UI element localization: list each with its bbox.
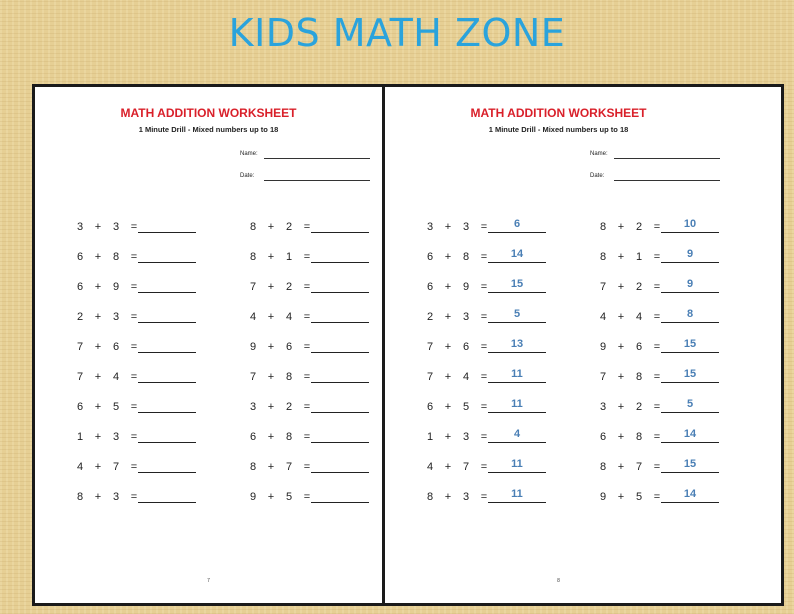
plus-sign: + [617, 461, 625, 473]
addition-problem [598, 308, 758, 328]
answer-line [661, 322, 719, 323]
addition-problem [248, 338, 408, 358]
worksheet-title: MATH ADDITION WORKSHEET [120, 106, 297, 120]
first-addend: 3 [599, 401, 607, 413]
answer-value: 15 [510, 278, 524, 290]
answer-line [488, 262, 546, 263]
second-addend: 8 [112, 251, 120, 263]
second-addend: 5 [112, 401, 120, 413]
addition-problem [598, 248, 758, 268]
answer-value: 14 [510, 248, 524, 260]
first-addend: 2 [426, 311, 434, 323]
name-line [264, 158, 370, 159]
addition-problem [598, 458, 758, 478]
second-addend: 6 [635, 341, 643, 353]
first-addend: 4 [426, 461, 434, 473]
second-addend: 2 [635, 281, 643, 293]
answer-line [488, 292, 546, 293]
plus-sign: + [267, 491, 275, 503]
first-addend: 6 [426, 251, 434, 263]
plus-sign: + [444, 371, 452, 383]
answer-line [311, 292, 369, 293]
answer-value: 6 [513, 218, 521, 230]
plus-sign: + [267, 311, 275, 323]
answer-line [488, 412, 546, 413]
equals-sign: = [480, 491, 488, 503]
answer-line [488, 382, 546, 383]
second-addend: 5 [462, 401, 470, 413]
equals-sign: = [480, 251, 488, 263]
second-addend: 3 [112, 311, 120, 323]
addition-problem [598, 218, 758, 238]
plus-sign: + [94, 311, 102, 323]
equals-sign: = [303, 371, 311, 383]
first-addend: 2 [76, 311, 84, 323]
first-addend: 9 [599, 341, 607, 353]
second-addend: 2 [285, 221, 293, 233]
second-addend: 5 [635, 491, 643, 503]
plus-sign: + [444, 251, 452, 263]
answer-line [138, 442, 196, 443]
plus-sign: + [267, 401, 275, 413]
plus-sign: + [267, 341, 275, 353]
equals-sign: = [303, 491, 311, 503]
answer-line [311, 262, 369, 263]
equals-sign: = [130, 281, 138, 293]
answer-value: 4 [513, 428, 521, 440]
second-addend: 5 [285, 491, 293, 503]
addition-problem [425, 218, 585, 238]
first-addend: 8 [599, 221, 607, 233]
addition-problem [75, 428, 235, 448]
answer-value: 9 [686, 278, 694, 290]
plus-sign: + [267, 251, 275, 263]
plus-sign: + [94, 491, 102, 503]
answer-line [138, 292, 196, 293]
second-addend: 4 [285, 311, 293, 323]
second-addend: 3 [112, 221, 120, 233]
second-addend: 2 [635, 401, 643, 413]
first-addend: 3 [426, 221, 434, 233]
addition-problem [248, 308, 408, 328]
plus-sign: + [617, 431, 625, 443]
answer-line [661, 502, 719, 503]
equals-sign: = [130, 431, 138, 443]
first-addend: 3 [76, 221, 84, 233]
plus-sign: + [444, 491, 452, 503]
answer-value: 11 [511, 488, 523, 500]
first-addend: 8 [599, 461, 607, 473]
date-label: Date: [240, 173, 255, 179]
worksheet-subtitle: 1 Minute Drill - Mixed numbers up to 18 [488, 125, 629, 134]
equals-sign: = [303, 341, 311, 353]
plus-sign: + [444, 431, 452, 443]
second-addend: 4 [462, 371, 470, 383]
answer-value: 15 [683, 368, 697, 380]
worksheet-spread [32, 84, 784, 606]
plus-sign: + [267, 431, 275, 443]
addition-problem [425, 428, 585, 448]
equals-sign: = [480, 431, 488, 443]
plus-sign: + [94, 461, 102, 473]
equals-sign: = [130, 491, 138, 503]
answer-line [138, 262, 196, 263]
page-content [385, 87, 732, 603]
plus-sign: + [444, 281, 452, 293]
equals-sign: = [653, 461, 661, 473]
addition-problem [75, 308, 235, 328]
first-addend: 7 [599, 371, 607, 383]
second-addend: 6 [462, 341, 470, 353]
name-field [240, 151, 370, 163]
first-addend: 6 [249, 431, 257, 443]
plus-sign: + [94, 341, 102, 353]
plus-sign: + [94, 431, 102, 443]
first-addend: 7 [426, 371, 434, 383]
first-addend: 9 [249, 491, 257, 503]
addition-problem [248, 428, 408, 448]
plus-sign: + [444, 401, 452, 413]
first-addend: 7 [426, 341, 434, 353]
equals-sign: = [303, 221, 311, 233]
equals-sign: = [480, 221, 488, 233]
first-addend: 1 [426, 431, 434, 443]
plus-sign: + [617, 311, 625, 323]
answer-line [138, 232, 196, 233]
addition-problem [425, 398, 585, 418]
worksheet-page-answers [385, 87, 781, 603]
name-line [614, 158, 720, 159]
answer-line [488, 472, 546, 473]
answer-line [488, 442, 546, 443]
answer-line [138, 472, 196, 473]
equals-sign: = [653, 431, 661, 443]
first-addend: 6 [76, 401, 84, 413]
date-label: Date: [590, 173, 605, 179]
equals-sign: = [480, 311, 488, 323]
addition-problem [248, 248, 408, 268]
second-addend: 3 [462, 431, 470, 443]
first-addend: 6 [426, 401, 434, 413]
answer-line [661, 442, 719, 443]
date-field [590, 173, 720, 185]
equals-sign: = [480, 281, 488, 293]
addition-problem [598, 278, 758, 298]
first-addend: 9 [599, 491, 607, 503]
answer-line [311, 382, 369, 383]
plus-sign: + [617, 401, 625, 413]
answer-line [661, 292, 719, 293]
plus-sign: + [267, 371, 275, 383]
addition-problem [75, 458, 235, 478]
answer-line [661, 232, 719, 233]
answer-line [138, 412, 196, 413]
second-addend: 9 [112, 281, 120, 293]
answer-line [661, 472, 719, 473]
plus-sign: + [267, 461, 275, 473]
addition-problem [75, 488, 235, 508]
plus-sign: + [617, 491, 625, 503]
equals-sign: = [480, 341, 488, 353]
first-addend: 8 [599, 251, 607, 263]
first-addend: 7 [76, 371, 84, 383]
first-addend: 7 [249, 281, 257, 293]
plus-sign: + [267, 221, 275, 233]
first-addend: 3 [249, 401, 257, 413]
equals-sign: = [303, 401, 311, 413]
worksheet-subtitle: 1 Minute Drill - Mixed numbers up to 18 [138, 125, 279, 134]
second-addend: 6 [285, 341, 293, 353]
plus-sign: + [444, 461, 452, 473]
second-addend: 8 [462, 251, 470, 263]
worksheet-page-blank [35, 87, 382, 603]
answer-line [311, 472, 369, 473]
answer-value: 15 [683, 338, 697, 350]
second-addend: 1 [285, 251, 293, 263]
equals-sign: = [130, 461, 138, 473]
plus-sign: + [94, 401, 102, 413]
addition-problem [248, 398, 408, 418]
addition-problem [248, 218, 408, 238]
first-addend: 8 [249, 221, 257, 233]
addition-problem [425, 308, 585, 328]
worksheet-title: MATH ADDITION WORKSHEET [470, 106, 647, 120]
answer-line [488, 232, 546, 233]
second-addend: 8 [285, 371, 293, 383]
second-addend: 2 [635, 221, 643, 233]
equals-sign: = [303, 311, 311, 323]
answer-line [311, 502, 369, 503]
second-addend: 7 [635, 461, 643, 473]
answer-line [311, 232, 369, 233]
equals-sign: = [653, 221, 661, 233]
addition-problem [425, 278, 585, 298]
page-number: 7 [207, 578, 210, 584]
addition-problem [75, 398, 235, 418]
plus-sign: + [94, 281, 102, 293]
addition-problem [598, 338, 758, 358]
equals-sign: = [303, 431, 311, 443]
answer-value: 11 [511, 398, 523, 410]
page-number: 8 [557, 578, 560, 584]
plus-sign: + [94, 251, 102, 263]
addition-problem [598, 428, 758, 448]
equals-sign: = [653, 401, 661, 413]
first-addend: 6 [599, 431, 607, 443]
answer-line [488, 502, 546, 503]
second-addend: 8 [635, 371, 643, 383]
second-addend: 9 [462, 281, 470, 293]
answer-line [661, 382, 719, 383]
equals-sign: = [480, 401, 488, 413]
second-addend: 8 [285, 431, 293, 443]
second-addend: 3 [112, 431, 120, 443]
second-addend: 3 [462, 311, 470, 323]
answer-line [661, 262, 719, 263]
equals-sign: = [303, 461, 311, 473]
equals-sign: = [653, 281, 661, 293]
answer-value: 15 [683, 458, 697, 470]
first-addend: 7 [76, 341, 84, 353]
second-addend: 7 [462, 461, 470, 473]
addition-problem [425, 488, 585, 508]
equals-sign: = [480, 371, 488, 383]
second-addend: 1 [635, 251, 643, 263]
answer-line [661, 352, 719, 353]
first-addend: 6 [426, 281, 434, 293]
date-line [264, 180, 370, 181]
second-addend: 4 [112, 371, 120, 383]
equals-sign: = [653, 371, 661, 383]
answer-value: 14 [683, 488, 697, 500]
first-addend: 8 [76, 491, 84, 503]
addition-problem [75, 248, 235, 268]
first-addend: 4 [249, 311, 257, 323]
addition-problem [598, 398, 758, 418]
answer-value: 5 [686, 398, 694, 410]
first-addend: 7 [249, 371, 257, 383]
second-addend: 3 [462, 221, 470, 233]
answer-line [138, 502, 196, 503]
first-addend: 8 [249, 461, 257, 473]
answer-value: 11 [511, 458, 523, 470]
answer-line [488, 352, 546, 353]
first-addend: 1 [76, 431, 84, 443]
addition-problem [425, 368, 585, 388]
plus-sign: + [94, 221, 102, 233]
name-label: Name: [240, 151, 258, 157]
answer-value: 10 [683, 218, 697, 230]
name-label: Name: [590, 151, 608, 157]
date-field [240, 173, 370, 185]
second-addend: 4 [635, 311, 643, 323]
addition-problem [598, 488, 758, 508]
equals-sign: = [653, 491, 661, 503]
plus-sign: + [617, 281, 625, 293]
name-field [590, 151, 720, 163]
first-addend: 8 [426, 491, 434, 503]
equals-sign: = [130, 221, 138, 233]
answer-value: 9 [686, 248, 694, 260]
plus-sign: + [617, 221, 625, 233]
second-addend: 6 [112, 341, 120, 353]
equals-sign: = [303, 281, 311, 293]
answer-value: 8 [686, 308, 694, 320]
equals-sign: = [480, 461, 488, 473]
answer-line [311, 352, 369, 353]
addition-problem [248, 488, 408, 508]
addition-problem [75, 368, 235, 388]
answer-line [311, 412, 369, 413]
equals-sign: = [130, 341, 138, 353]
addition-problem [425, 458, 585, 478]
plus-sign: + [444, 341, 452, 353]
plus-sign: + [617, 341, 625, 353]
plus-sign: + [444, 221, 452, 233]
first-addend: 7 [599, 281, 607, 293]
addition-problem [598, 368, 758, 388]
second-addend: 2 [285, 401, 293, 413]
addition-problem [425, 248, 585, 268]
answer-line [138, 322, 196, 323]
addition-problem [75, 218, 235, 238]
addition-problem [248, 458, 408, 478]
equals-sign: = [130, 371, 138, 383]
answer-line [138, 382, 196, 383]
site-title: KIDS MATH ZONE [228, 11, 566, 55]
second-addend: 7 [112, 461, 120, 473]
answer-line [138, 352, 196, 353]
answer-value: 5 [513, 308, 521, 320]
answer-value: 11 [511, 368, 523, 380]
equals-sign: = [130, 401, 138, 413]
second-addend: 8 [635, 431, 643, 443]
answer-line [488, 322, 546, 323]
first-addend: 8 [249, 251, 257, 263]
first-addend: 6 [76, 251, 84, 263]
equals-sign: = [653, 251, 661, 263]
second-addend: 3 [112, 491, 120, 503]
equals-sign: = [303, 251, 311, 263]
first-addend: 4 [76, 461, 84, 473]
answer-value: 14 [683, 428, 697, 440]
addition-problem [75, 338, 235, 358]
page-content [35, 87, 382, 603]
answer-line [311, 442, 369, 443]
first-addend: 4 [599, 311, 607, 323]
first-addend: 9 [249, 341, 257, 353]
plus-sign: + [267, 281, 275, 293]
second-addend: 2 [285, 281, 293, 293]
answer-value: 13 [510, 338, 524, 350]
answer-line [661, 412, 719, 413]
equals-sign: = [653, 341, 661, 353]
addition-problem [75, 278, 235, 298]
addition-problem [248, 368, 408, 388]
date-line [614, 180, 720, 181]
addition-problem [248, 278, 408, 298]
equals-sign: = [130, 311, 138, 323]
equals-sign: = [130, 251, 138, 263]
plus-sign: + [94, 371, 102, 383]
plus-sign: + [617, 371, 625, 383]
second-addend: 3 [462, 491, 470, 503]
second-addend: 7 [285, 461, 293, 473]
addition-problem [425, 338, 585, 358]
first-addend: 6 [76, 281, 84, 293]
answer-line [311, 322, 369, 323]
plus-sign: + [444, 311, 452, 323]
plus-sign: + [617, 251, 625, 263]
equals-sign: = [653, 311, 661, 323]
